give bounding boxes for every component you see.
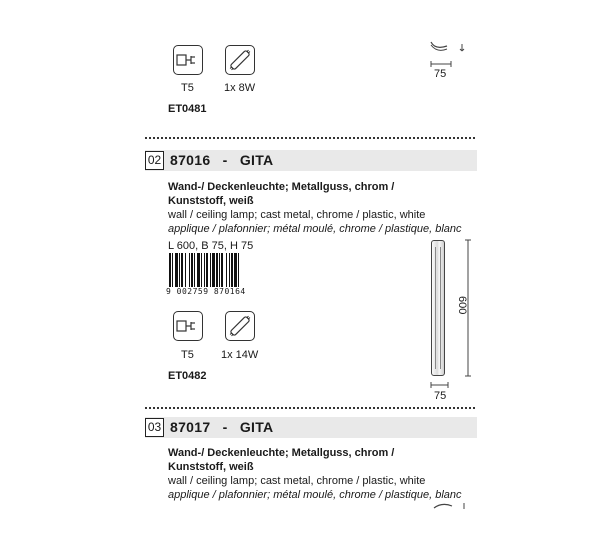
- desc-german-2: Kunststoff, weiß: [168, 195, 254, 207]
- desc-german-1: Wand-/ Deckenleuchte; Metallguss, chrom /: [168, 181, 395, 193]
- title-dash: -: [222, 419, 228, 435]
- desc-english: wall / ceiling lamp; cast metal, chrome / plastic, white: [168, 475, 426, 487]
- width-dimension: 75: [434, 390, 447, 402]
- desc-french: applique / plafonnier; métal moulé, chrome / plastique, blanc: [168, 489, 462, 501]
- tube-type-label: T5: [181, 82, 194, 94]
- fluorescent-tube-icon: [225, 311, 255, 341]
- t5-tube-icon: [173, 311, 203, 341]
- section-divider: [145, 407, 475, 409]
- width-dimension: 75: [434, 68, 447, 80]
- product-title: [170, 419, 273, 435]
- item-number: 02: [145, 151, 164, 170]
- product-title: [170, 152, 273, 168]
- desc-german-1: Wand-/ Deckenleuchte; Metallguss, chrom /: [168, 447, 395, 459]
- desc-english: wall / ceiling lamp; cast metal, chrome / plastic, white: [168, 209, 426, 221]
- article-number: 87017: [170, 419, 211, 435]
- t5-tube-icon: [173, 45, 203, 75]
- lamp-wattage-label: 1x 14W: [221, 349, 259, 361]
- dimensions: L 600, B 75, H 75: [168, 240, 254, 252]
- dimension-lines: [428, 236, 480, 396]
- product-name: GITA: [239, 419, 274, 435]
- lamp-wattage-label: 1x 8W: [224, 82, 256, 94]
- lamp-end-drawing: [425, 36, 475, 86]
- title-dash: -: [222, 152, 228, 168]
- section-divider: [145, 137, 475, 139]
- product-code: ET0482: [168, 370, 207, 382]
- lamp-end-drawing: [428, 500, 468, 510]
- length-dimension: 600: [456, 296, 468, 315]
- barcode-digits: 9 002759 870164: [166, 287, 246, 296]
- tube-type-label: T5: [181, 349, 194, 361]
- product-code: ET0481: [168, 103, 207, 115]
- item-number: 03: [145, 418, 164, 437]
- product-name: GITA: [239, 152, 274, 168]
- article-number: 87016: [170, 152, 211, 168]
- desc-french: applique / plafonnier; métal moulé, chrome / plastique, blanc: [168, 223, 462, 235]
- desc-german-2: Kunststoff, weiß: [168, 461, 254, 473]
- fluorescent-tube-icon: [225, 45, 255, 75]
